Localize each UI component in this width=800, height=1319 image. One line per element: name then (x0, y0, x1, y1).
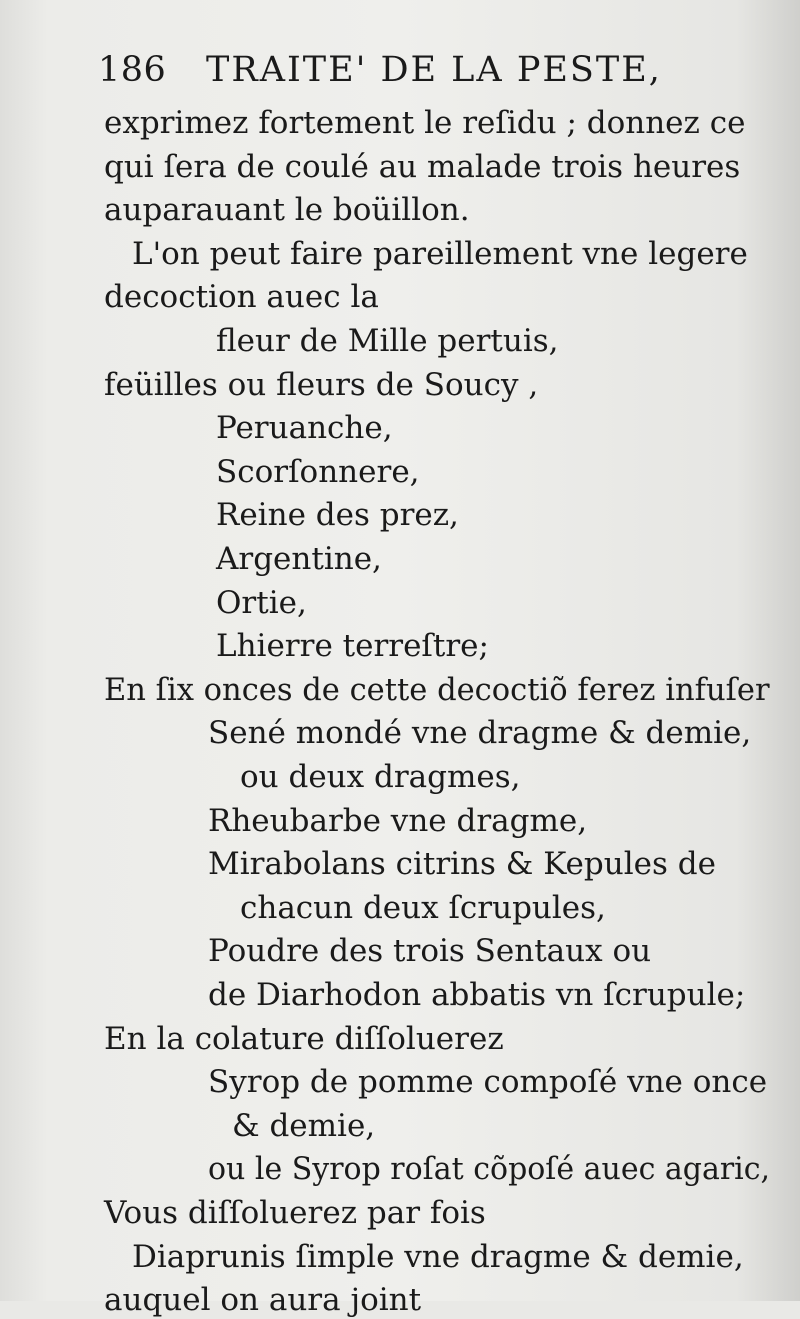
running-title: TRAITE' DE LA PESTE, (206, 50, 662, 90)
text-line: fleur de Mille pertuis, (216, 323, 559, 359)
page-header (98, 50, 778, 110)
text-line: auparauant le boüillon. (104, 192, 470, 228)
text-line: Mirabolans citrins & Kepules de (208, 846, 716, 882)
text-line: & demie, (232, 1108, 376, 1144)
text-line: L'on peut faire pareillement vne legere (132, 236, 748, 272)
text-line: Rheubarbe vne dragme, (208, 803, 588, 839)
text-line: auquel on aura joint (104, 1282, 422, 1318)
page-number: 186 (98, 50, 167, 90)
text-line: ou deux dragmes, (240, 759, 521, 795)
text-line: Syrop de pomme compoſé vne once (208, 1064, 768, 1100)
text-line: Lhierre terreſtre; (216, 628, 489, 664)
text-line: exprimez fortement le reſidu ; donnez ce (104, 105, 746, 141)
text-line: Scorſonnere, (216, 454, 420, 490)
text-line: Sené mondé vne dragme & demie, (208, 715, 752, 751)
text-line: Peruanche, (216, 410, 393, 446)
text-line: ou le Syrop roſat cõpoſé auec agaric, (208, 1151, 771, 1187)
text-line: qui ſera de coulé au malade trois heures (104, 149, 741, 185)
text-line: Vous diſſoluerez par fois (104, 1195, 486, 1231)
text-line: En la colature diſſoluerez (104, 1021, 504, 1057)
text-line: Ortie, (216, 585, 307, 621)
text-line: Argentine, (216, 541, 382, 577)
text-line: de Diarhodon abbatis vn ſcrupule; (208, 977, 746, 1013)
text-line: Poudre des trois Sentaux ou (208, 933, 652, 969)
text-line: feüilles ou fleurs de Soucy , (104, 367, 539, 403)
text-line: chacun deux ſcrupules, (240, 890, 606, 926)
text-line: decoction auec la (104, 279, 379, 315)
text-line: Reine des prez, (216, 497, 459, 533)
text-line: En ſix onces de cette decoctiõ ferez infuſer (104, 672, 770, 708)
text-line: Diaprunis ſimple vne dragme & demie, (132, 1239, 744, 1275)
